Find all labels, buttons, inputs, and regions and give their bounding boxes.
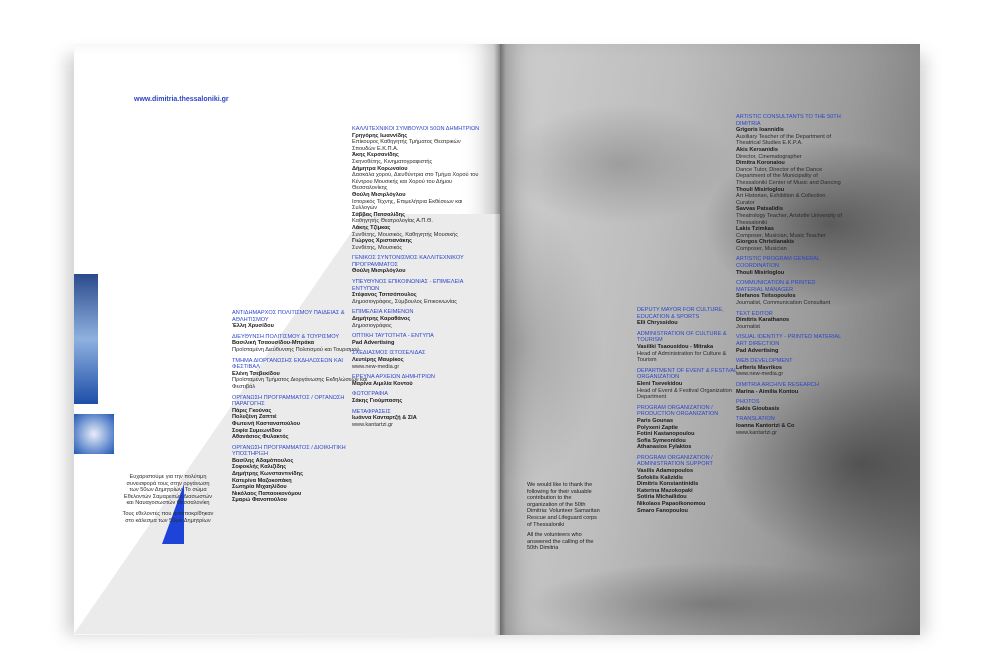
credit-section	[736, 382, 842, 395]
thanks-paragraph: All the volunteers who answered the calling of the 50th Dimitria	[527, 532, 594, 552]
credit-section	[736, 358, 842, 378]
section-heading: ΦΩΤΟΓΡΑΦΙΑ	[352, 391, 389, 398]
person-role: Journalist, Communication Consultant	[736, 300, 831, 307]
person-name: Katerina Mazokopaki	[637, 487, 693, 494]
person-name: Thouli Misirloglou	[736, 186, 785, 193]
section-heading: ΤΜΗΜΑ ΔΙΟΡΓΑΝΩΣΗΣ ΕΚΔΗΛΩΣΕΩΝ ΚΑΙ ΦΕΣΤΙΒΑΛ	[232, 357, 343, 371]
section-heading: WEB DEVELOPMENT	[736, 358, 793, 365]
credit-section	[736, 280, 842, 306]
person-name: Έλλη Χρυσίδου	[232, 323, 274, 330]
person-name: Σοφία Συμεωνίδου	[232, 427, 282, 434]
person-name: Lakis Tzimkas	[736, 226, 774, 233]
thanks-paragraph: Ευχαριστούμε για την πολύτιμη συνεισφορά τους στην οργάνωση των 50ων Δημητρίων: Το σώμα Εθελοντών Σαμαρειτών Διασωστών και Ναυαγοσωστών Θεσσαλονίκη	[123, 474, 213, 507]
person-name: Vasilis Adamopoulos	[637, 468, 694, 475]
credit-section	[736, 311, 842, 331]
person-name: Lefteris Mavrikos	[736, 364, 783, 371]
person-name: Λάκης Τζίμκας	[352, 224, 391, 231]
person-name: Γρηγόρης Ιωαννίδης	[352, 132, 408, 139]
person-name: Σωτηρία Μιχαηλίδου	[232, 484, 287, 491]
credit-section	[637, 368, 747, 401]
site-url[interactable]: www.dimitria.thessaloniki.gr	[134, 96, 229, 103]
person-name: Στέφανος Τσιτσόπουλος	[352, 292, 417, 299]
person-name: Dimitris Karathanos	[736, 317, 790, 324]
person-name: Άκης Κερσανίδης	[352, 152, 399, 159]
credit-section	[352, 333, 480, 346]
section-heading: ΜΕΤΑΦΡΑΣΕΙΣ	[352, 408, 391, 415]
person-name: Dimitris Konstantinidis	[637, 481, 699, 488]
person-name: Δήμητρα Κορωναίου	[352, 165, 408, 172]
person-name: Sofoklis Kalizidis	[637, 474, 684, 481]
credit-section	[352, 350, 480, 370]
person-role: Συνθέτης, Μουσικός	[352, 244, 403, 251]
person-role: Auxiliary Teacher of the Department of Theatrical Studies E.K.P.A.	[736, 133, 832, 147]
person-role: Προϊσταμένη Τμήματος Διοργάνωσης Εκδηλώσεων και Φεστιβάλ	[232, 377, 368, 390]
person-name: Pad Advertising	[736, 347, 779, 354]
sky-photo-edge	[74, 274, 98, 404]
person-name: Marina - Aimilia Kontou	[736, 388, 799, 395]
person-name: Eleni Tsevekidou	[637, 380, 683, 387]
person-name: Dimitra Koronaiou	[736, 160, 785, 167]
person-name: Θούλη Μισιρλόγλου	[352, 191, 406, 198]
person-role: Dance Tutor, Director of the Dance Department of the Municipality of Thessaloniki Center of Music and Dancing	[736, 166, 841, 186]
section-heading: ARTISTIC PROGRAM GENERAL COORDINATION	[736, 256, 820, 270]
credit-section	[352, 255, 480, 275]
section-heading: ΣΧΕΔΙΑΣΜΟΣ ΙΣΤΟΣΕΛΙΔΑΣ	[352, 350, 426, 357]
section-heading: ADMINISTRATION OF CULTURE & TOURISM	[637, 330, 727, 344]
section-heading: ΟΡΓΑΝΩΣΗ ΠΡΟΓΡΑΜΜΑΤΟΣ / ΟΡΓΑΝΩΣΗ ΠΑΡΑΓΩΓΗΣ	[232, 394, 345, 408]
person-name: Ελένη Τσεβεκίδου	[232, 370, 280, 377]
credits-column-greek-artistic	[352, 126, 480, 432]
person-name: Σμαρώ Φανοπούλου	[232, 497, 287, 504]
person-name: Πάρις Γκούνας	[232, 407, 272, 414]
section-heading: COMMUNICATION & PRINTED MATERIAL MANAGER	[736, 280, 816, 293]
person-name: Polyxeni Zaptie	[637, 424, 679, 431]
person-name: Βασιλική Τσαουσίδου-Μπράκα	[232, 340, 315, 347]
person-role: Επίκουρος Καθηγητής Τμήματος Θεατρικών Σπουδών Ε.Κ.Π.Α.	[352, 139, 461, 152]
person-role: Journalist	[736, 323, 760, 330]
book-spine	[494, 44, 506, 635]
section-heading: ΕΡΕΥΝΑ ΑΡΧΕΙΩΝ ΔΗΜΗΤΡΙΩΝ	[352, 374, 435, 381]
credit-section	[736, 114, 842, 252]
section-heading: ΑΝΤΙΔΗΜΑΡΧΟΣ ΠΟΛΙΤΙΣΜΟΥ ΠΑΙΔΕΙΑΣ & ΑΘΛΗΤΙΣΜΟΥ	[232, 310, 345, 323]
person-role: Head of Administration for Culture & Tourism	[637, 350, 727, 364]
person-name: Σάκης Γιούμπασης	[352, 397, 403, 404]
person-name: Fotini Kastanopoulou	[637, 431, 695, 438]
person-name: Ιωάννα Κανταρτζή & ΣΙΑ	[352, 415, 417, 422]
section-heading: VISUAL IDENTITY - PRINTED MATERIAL ART DIRECTION	[736, 334, 842, 347]
section-heading: PROGRAM ORGANIZATION / ADMINISTRATION SUPPORT	[637, 454, 713, 468]
thanks-english	[527, 482, 603, 556]
person-name: Smaro Fanopoulou	[637, 507, 688, 514]
section-heading: TEXT EDITOR	[736, 310, 773, 317]
person-name: Μαρίνα Αιμιλία Κοντού	[352, 380, 413, 387]
thanks-greek	[122, 474, 214, 528]
credit-section	[736, 256, 842, 276]
person-role: Δασκάλα χορού, Διευθύντρια στο Τμήμα Χορού του Κέντρου Μουσικής και Χορού του Δήμου Θεσσαλονίκης	[352, 172, 479, 192]
person-name: Athanasios Fylaktos	[637, 444, 692, 451]
person-role: Συνθέτης, Μουσικός, Καθηγητής Μουσικής	[352, 231, 458, 238]
thanks-paragraph: We would like to thank the following for their valuable contribution to the organization of the 50th Dimitria: Volunteer Samaritan Rescue and Lifeguard corps of Thessaloniki	[527, 482, 600, 528]
person-role: Theatrology Teacher, Aristotle University of Thessaloniki	[736, 212, 842, 226]
section-heading: ΕΠΙΜΕΛΕΙΑ ΚΕΙΜΕΝΩΝ	[352, 309, 414, 316]
person-name: Stefanos Tsitsopoulos	[736, 293, 796, 300]
credit-section	[637, 307, 747, 327]
person-role: Δημοσιογράφος	[352, 322, 392, 329]
person-name: Sotiria Michailidou	[637, 494, 687, 501]
person-name: Γιώργος Χριστιανάκης	[352, 238, 412, 245]
person-name: Νικόλαος Παπαοικονόμου	[232, 490, 302, 497]
credit-section	[736, 399, 842, 412]
credits-column-greek-staff	[232, 310, 368, 508]
section-heading: ΚΑΛΛΙΤΕΧΝΙΚΟΙ ΣΥΜΒΟΥΛΟΙ 50ΩΝ ΔΗΜΗΤΡΙΩΝ	[352, 126, 480, 132]
credit-section	[232, 334, 368, 354]
person-name: Sofia Symeonidou	[637, 437, 686, 444]
person-name: Thouli Misirloglou	[736, 269, 785, 276]
person-name: Βασίλης Αδαμόπουλος	[232, 457, 294, 464]
person-role: Director, Cinematographer	[736, 153, 802, 160]
section-heading: DEPARTMENT OF EVENT & FESTIVAL ORGANIZATION	[637, 367, 737, 381]
section-heading: ΟΠΤΙΚΗ ΤΑΥΤΟΤΗΤΑ - ΕΝΤΥΠΑ	[352, 333, 434, 340]
person-name: Αθανάσιος Φυλακτός	[232, 434, 289, 441]
person-name: Δημήτρης Κωνσταντινίδης	[232, 471, 304, 478]
person-name: Vasiliki Tsaousidou - Mitraka	[637, 343, 714, 350]
credit-section	[736, 416, 842, 436]
credit-section	[736, 334, 842, 354]
person-role: www.kantartzi.gr	[736, 429, 778, 436]
person-name: Πολυξένη Ζαπτιέ	[232, 414, 277, 421]
right-page	[500, 44, 920, 635]
person-name: Δημήτρης Καραθάνος	[352, 316, 411, 323]
person-name: Φωτεινή Κασταναπούλου	[232, 420, 300, 427]
person-name: Nikolaos Papaoikonomou	[637, 501, 706, 508]
person-name: Λευτέρης Μαυρίκος	[352, 357, 404, 363]
credit-section	[232, 310, 368, 330]
left-page	[74, 44, 500, 635]
credit-section	[352, 126, 480, 251]
credit-section	[637, 455, 747, 514]
thanks-paragraph: Τους εθελοντές που ανταποκρίθηκαν στο κάλεσμα των 50ων Δημητρίων	[122, 510, 214, 524]
person-role: Προϊσταμένη Διεύθυνσης Πολιτισμού και Τουρισμού	[232, 346, 360, 353]
person-role: Art Historian, Exhibition & Collection Curator	[736, 193, 826, 206]
credit-section	[637, 331, 747, 364]
credit-section	[232, 445, 368, 504]
person-role: Composer, Musician	[736, 245, 787, 252]
section-heading: DEPUTY MAYOR FOR CULTURE, EDUCATION & SPORTS	[637, 307, 724, 320]
section-heading: ARTISTIC CONSULTANTS TO THE 50TH DIMITRIA	[736, 114, 841, 127]
person-role: Ιστορικός Τέχνης, Επιμελήτρια Εκθέσεων και Συλλογών	[352, 198, 463, 212]
credit-section	[232, 395, 368, 441]
person-role: Δημοσιογράφος, Σύμβουλος Επικοινωνίας	[352, 298, 457, 305]
person-name: Giorgos Christianakis	[736, 239, 795, 246]
credit-section	[637, 405, 747, 451]
person-name: Σοφοκλής Καλιζίδης	[232, 464, 287, 471]
person-name: Pad Advertising	[352, 339, 395, 346]
credit-section	[352, 279, 480, 305]
person-name: Paris Gounas	[637, 417, 674, 424]
section-heading: DIMITRIA ARCHIVE RESEARCH	[736, 381, 819, 388]
person-name: Sakis Gioubasis	[736, 405, 780, 412]
person-name: Savvas Patsalidis	[736, 206, 783, 213]
person-role: www.kantartzi.gr	[352, 421, 394, 428]
section-heading: ΥΠΕΥΘΥΝΟΣ ΕΠΙΚΟΙΝΩΝΙΑΣ - ΕΠΙΜΕΛΕΙΑ ΕΝΤΥΠΩΝ	[352, 279, 464, 292]
person-name: Grigoris Ioannidis	[736, 127, 784, 134]
person-name: Κατερίνα Μαζοκοπάκη	[232, 477, 292, 484]
section-heading: ΔΙΕΥΘΥΝΣΗ ΠΟΛΙΤΙΣΜΟΥ & ΤΟΥΡΙΣΜΟΥ	[232, 333, 340, 340]
person-role: Καθηγητής Θεατρολογίας Α.Π.Θ.	[352, 218, 433, 225]
credit-section	[352, 374, 480, 387]
person-role: www.new-media.gr	[736, 371, 784, 378]
section-heading: ΟΡΓΑΝΩΣΗ ΠΡΟΓΡΑΜΜΑΤΟΣ / ΔΙΟΙΚΗΤΙΚΗ ΥΠΟΣΤΗΡΙΞΗ	[232, 444, 346, 458]
section-heading: ΓΕΝΙΚΟΣ ΣΥΝΤΟΝΙΣΜΟΣ ΚΑΛΛΙΤΕΧΝΙΚΟΥ ΠΡΟΓΡΑΜΜΑΤΟΣ	[352, 255, 464, 268]
person-name: Σάββας Πατσαλίδης	[352, 211, 405, 218]
person-role: Σκηνοθέτης, Κινηματογραφιστής	[352, 158, 433, 165]
credits-column-english-artistic	[736, 114, 842, 440]
section-heading: TRANSLATION	[736, 416, 775, 423]
credit-section	[352, 409, 480, 429]
person-role: Composer, Musician, Music Teacher	[736, 232, 826, 239]
person-name: Akis Kersanidis	[736, 146, 778, 153]
section-heading: PHOTOS	[736, 399, 760, 406]
person-name: Θούλη Μισιρλόγλου	[352, 268, 406, 275]
credit-section	[352, 391, 480, 404]
person-role: Head of Event & Festival Organization Department	[637, 387, 732, 401]
person-role: www.new-media.gr	[352, 363, 400, 370]
section-heading: PROGRAM ORGANIZATION / PRODUCTION ORGANIZATION	[637, 404, 719, 418]
credits-column-english-staff	[637, 307, 747, 518]
person-name: Elli Chryssidou	[637, 320, 678, 327]
credit-section	[232, 358, 368, 391]
credit-section	[352, 309, 480, 329]
person-name: Ioanna Kantortzi & Co	[736, 422, 795, 429]
